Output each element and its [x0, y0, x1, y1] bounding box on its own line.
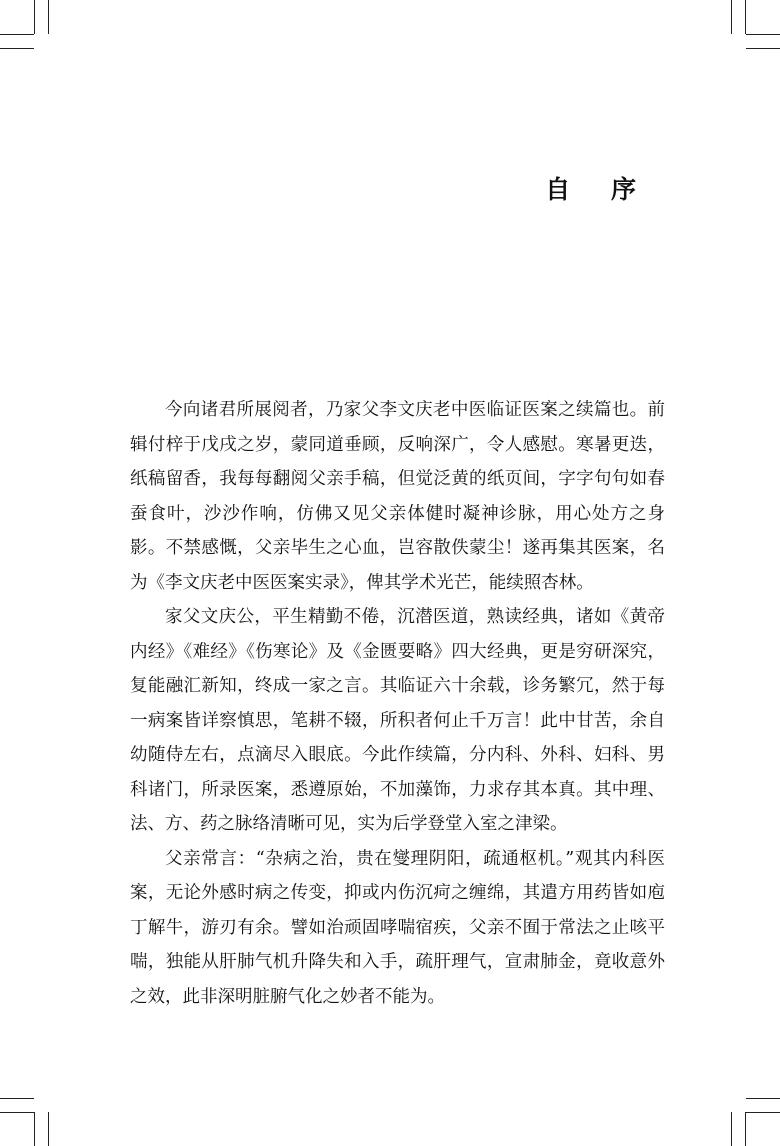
- paragraph: 家父文庆公，平生精勤不倦，沉潜医道，熟读经典，诸如《黄帝内经》《难经》《伤寒论》及《金匮要略》四大经典，更是穷研深究，复能融汇新知，终成一家之言。其临证六十余载，诊务繁冗，然于每一病案皆详察慎思，笔耕不辍，所积者何止千万言！此中甘苦，余自幼随侍左右，点滴尽入眼底。今此作续篇，分内科、外科、妇科、男科诸门，所录医案，悉遵原始，不加藻饰，力求存其本真。其中理、法、方、药之脉络清晰可见，实为后学登堂入室之津梁。: [130, 607, 665, 834]
- crop-mark: [48, 0, 49, 34]
- crop-mark: [746, 34, 780, 35]
- crop-mark: [34, 0, 35, 34]
- crop-mark: [746, 48, 780, 49]
- crop-mark: [746, 1098, 780, 1099]
- crop-mark: [48, 1112, 49, 1146]
- preface-body: [130, 393, 665, 1014]
- crop-mark: [745, 1112, 746, 1146]
- paragraph: 今向诸君所展阅者，乃家父李文庆老中医临证医案之续篇也。前辑付梓于戊戌之岁，蒙同道垂顾，反响深广，令人感慰。寒暑更迭，纸稿留香，我每每翻阅父亲手稿，但觉泛黄的纸页间，字字句句如春蚕食叶，沙沙作响，仿佛又见父亲体健时凝神诊脉，用心处方之身影。不禁感慨，父亲毕生之心血，岂容散佚蒙尘！遂再集其医案，名为《李文庆老中医医案实录》，俾其学术光芒，能续照杏林。: [130, 400, 665, 593]
- crop-mark: [745, 0, 746, 34]
- crop-mark: [34, 1112, 35, 1146]
- page-title: 自 序: [545, 175, 652, 204]
- crop-mark: [0, 34, 34, 35]
- crop-mark: [731, 0, 732, 34]
- crop-mark: [746, 1112, 780, 1113]
- crop-mark: [0, 1112, 34, 1113]
- crop-mark: [0, 48, 34, 49]
- paragraph: 父亲常言：“杂病之治，贵在燮理阴阳，疏通枢机。”观其内科医案，无论外感时病之传变，抑或内伤沉疴之缠绵，其遣方用药皆如庖丁解牛，游刃有余。譬如治顽固哮喘宿疾，父亲不囿于常法之止咳平喘，独能从肝肺气机升降失和入手，疏肝理气，宣肃肺金，竟收意外之效，此非深明脏腑气化之妙者不能为。: [130, 848, 665, 1007]
- crop-mark: [731, 1112, 732, 1146]
- crop-mark: [0, 1098, 34, 1099]
